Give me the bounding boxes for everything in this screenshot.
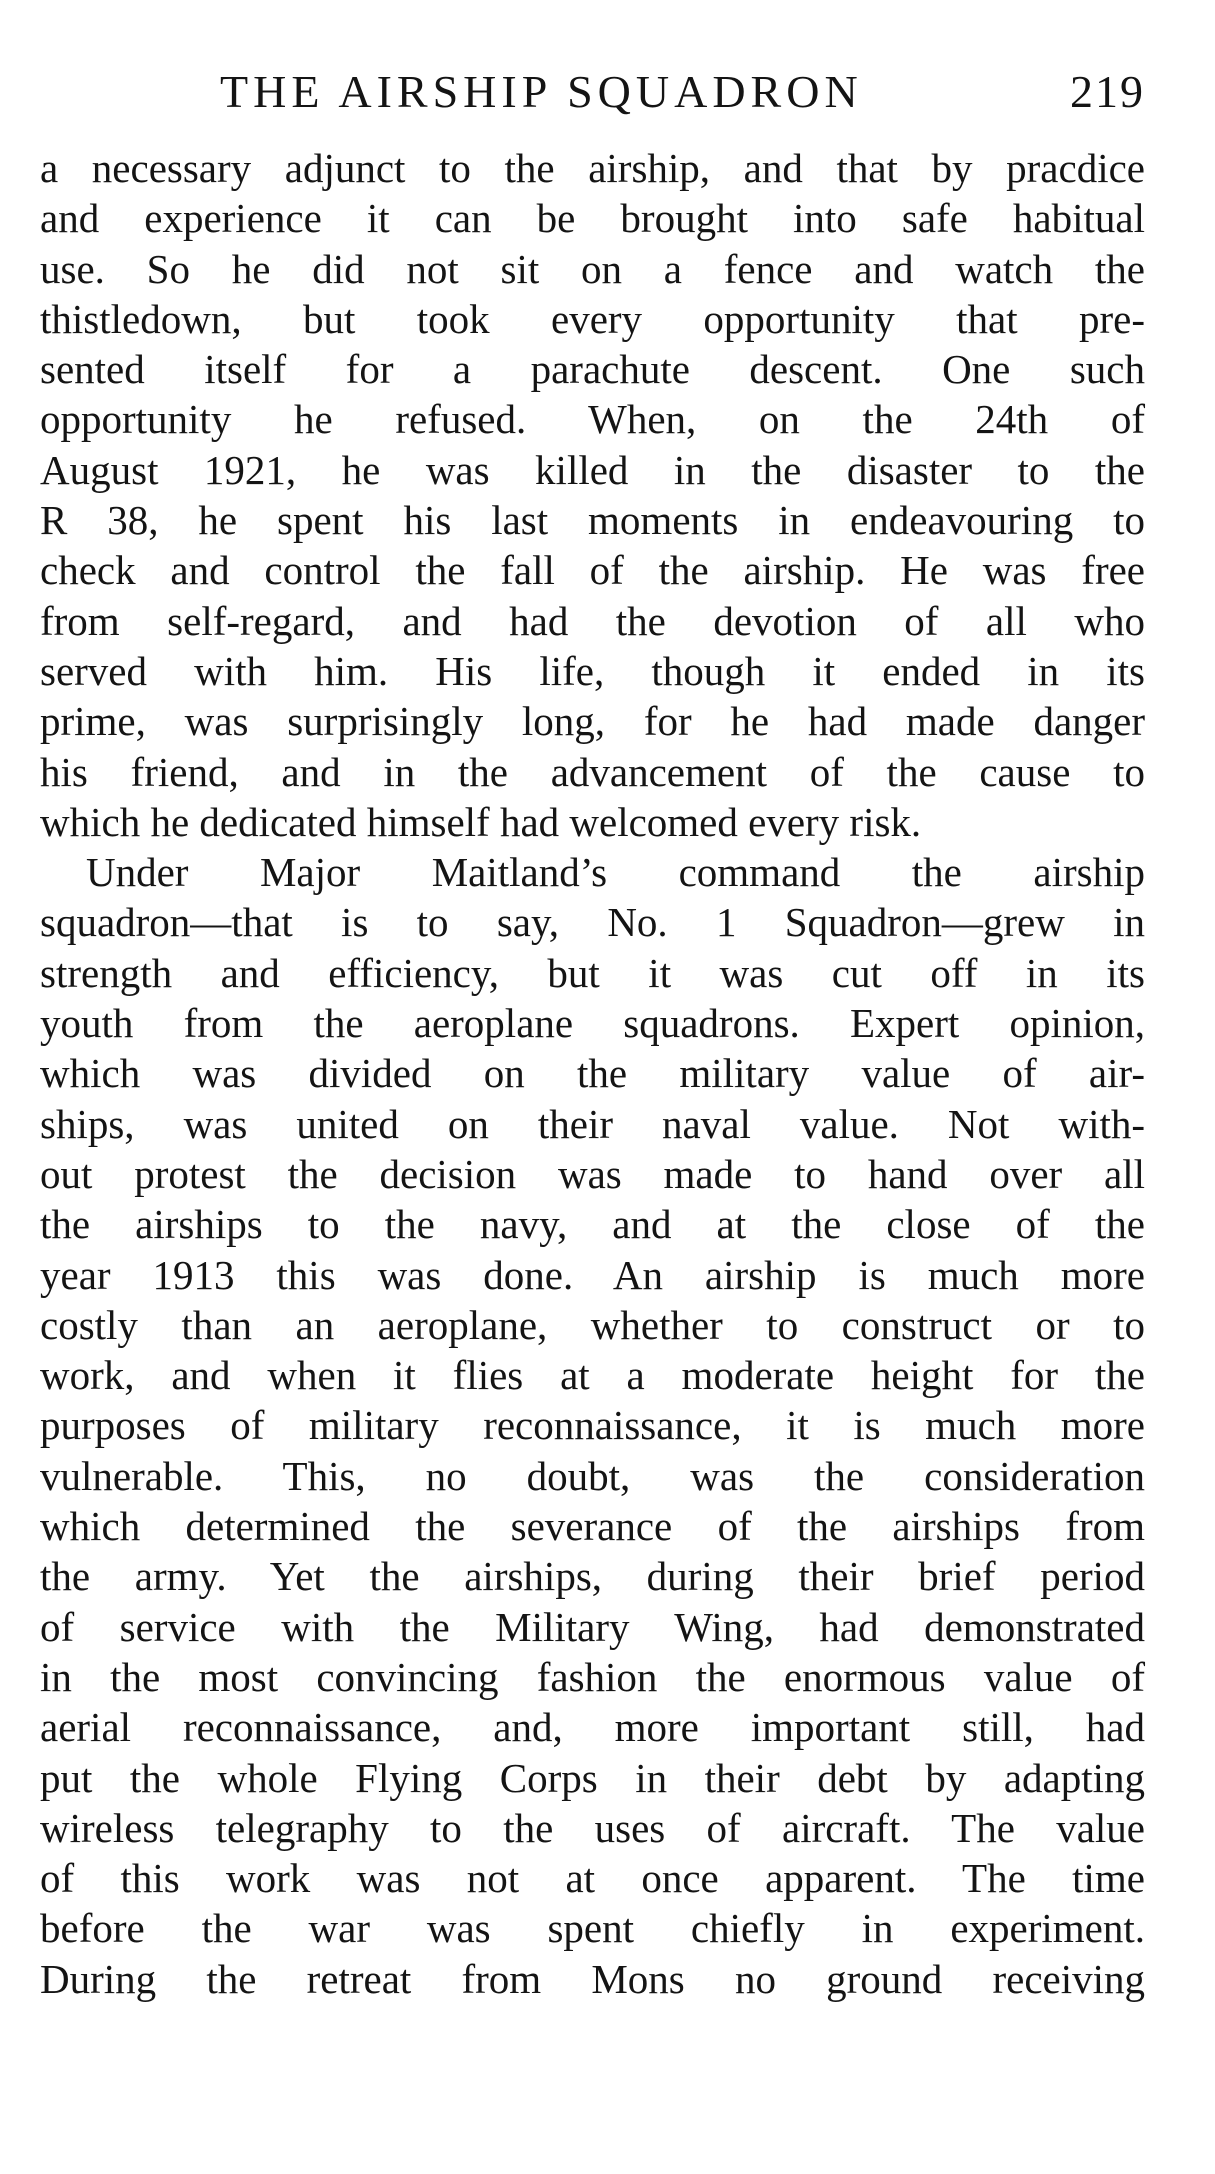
text-line: sented itself for a parachute descent. One such bbox=[40, 346, 1145, 393]
text-line: of service with the Military Wing, had demonstrated bbox=[40, 1603, 1145, 1650]
text-line: work, and when it flies at a moderate height for the bbox=[40, 1352, 1145, 1399]
text-line: from self-regard, and had the devotion of all who bbox=[40, 597, 1145, 644]
text-line: a necessary adjunct to the airship, and that by pracdice bbox=[40, 145, 1145, 191]
text-line: put the whole Flying Corps in their debt by adapting bbox=[40, 1754, 1145, 1801]
text-line: August 1921, he was killed in the disaster to the bbox=[40, 446, 1145, 493]
text-line: in the most convincing fashion the enormous value of bbox=[40, 1653, 1145, 1700]
paragraph-2 bbox=[40, 847, 1145, 2004]
text-line: which determined the severance of the airships from bbox=[40, 1503, 1145, 1550]
text-line: purposes of military reconnaissance, it is much more bbox=[40, 1402, 1145, 1449]
text-line: Under Major Maitland’s command the airship bbox=[86, 849, 1145, 896]
body-text bbox=[40, 143, 1145, 2004]
running-head bbox=[40, 60, 1145, 124]
text-line: squadron—that is to say, No. 1 Squadron—grew in bbox=[40, 899, 1145, 946]
text-line: R 38, he spent his last moments in endeavouring to bbox=[40, 497, 1145, 544]
text-line: wireless telegraphy to the uses of aircraft. The value bbox=[40, 1804, 1145, 1851]
paragraph-1 bbox=[40, 143, 1145, 847]
text-line: youth from the aeroplane squadrons. Expert opinion, bbox=[40, 1000, 1145, 1047]
text-line: the airships to the navy, and at the close of the bbox=[40, 1201, 1145, 1248]
text-line: strength and efficiency, but it was cut off in its bbox=[40, 949, 1145, 996]
page-number: 219 bbox=[1070, 66, 1145, 117]
text-line: opportunity he refused. When, on the 24th of bbox=[40, 396, 1145, 443]
text-line: the army. Yet the airships, during their brief period bbox=[40, 1553, 1145, 1600]
text-line: and experience it can be brought into safe habitual bbox=[40, 195, 1145, 242]
text-line: served with him. His life, though it ended in its bbox=[40, 647, 1145, 694]
text-line: check and control the fall of the airship. He was free bbox=[40, 547, 1145, 594]
text-line: thistledown, but took every opportunity that pre- bbox=[40, 295, 1145, 342]
text-line: which he dedicated himself had welcomed every risk. bbox=[40, 798, 922, 845]
text-line: which was divided on the military value of air- bbox=[40, 1050, 1145, 1097]
text-line: out protest the decision was made to hand over all bbox=[40, 1150, 1145, 1197]
text-line: of this work was not at once apparent. The time bbox=[40, 1855, 1145, 1902]
text-line: before the war was spent chiefly in experiment. bbox=[40, 1905, 1145, 1952]
text-line: During the retreat from Mons no ground receiving bbox=[40, 1955, 1145, 2002]
text-line: aerial reconnaissance, and, more important still, had bbox=[40, 1704, 1145, 1751]
text-line: ships, was united on their naval value. Not with- bbox=[40, 1100, 1145, 1147]
text-line: vulnerable. This, no doubt, was the consideration bbox=[40, 1452, 1145, 1499]
text-line: use. So he did not sit on a fence and watch the bbox=[40, 245, 1145, 292]
text-line: his friend, and in the advancement of the cause to bbox=[40, 748, 1145, 795]
text-line: prime, was surprisingly long, for he had made danger bbox=[40, 698, 1145, 745]
running-title: THE AIRSHIP SQUADRON bbox=[220, 66, 863, 117]
text-line: year 1913 this was done. An airship is much more bbox=[40, 1251, 1145, 1298]
text-line: costly than an aeroplane, whether to construct or to bbox=[40, 1301, 1145, 1348]
